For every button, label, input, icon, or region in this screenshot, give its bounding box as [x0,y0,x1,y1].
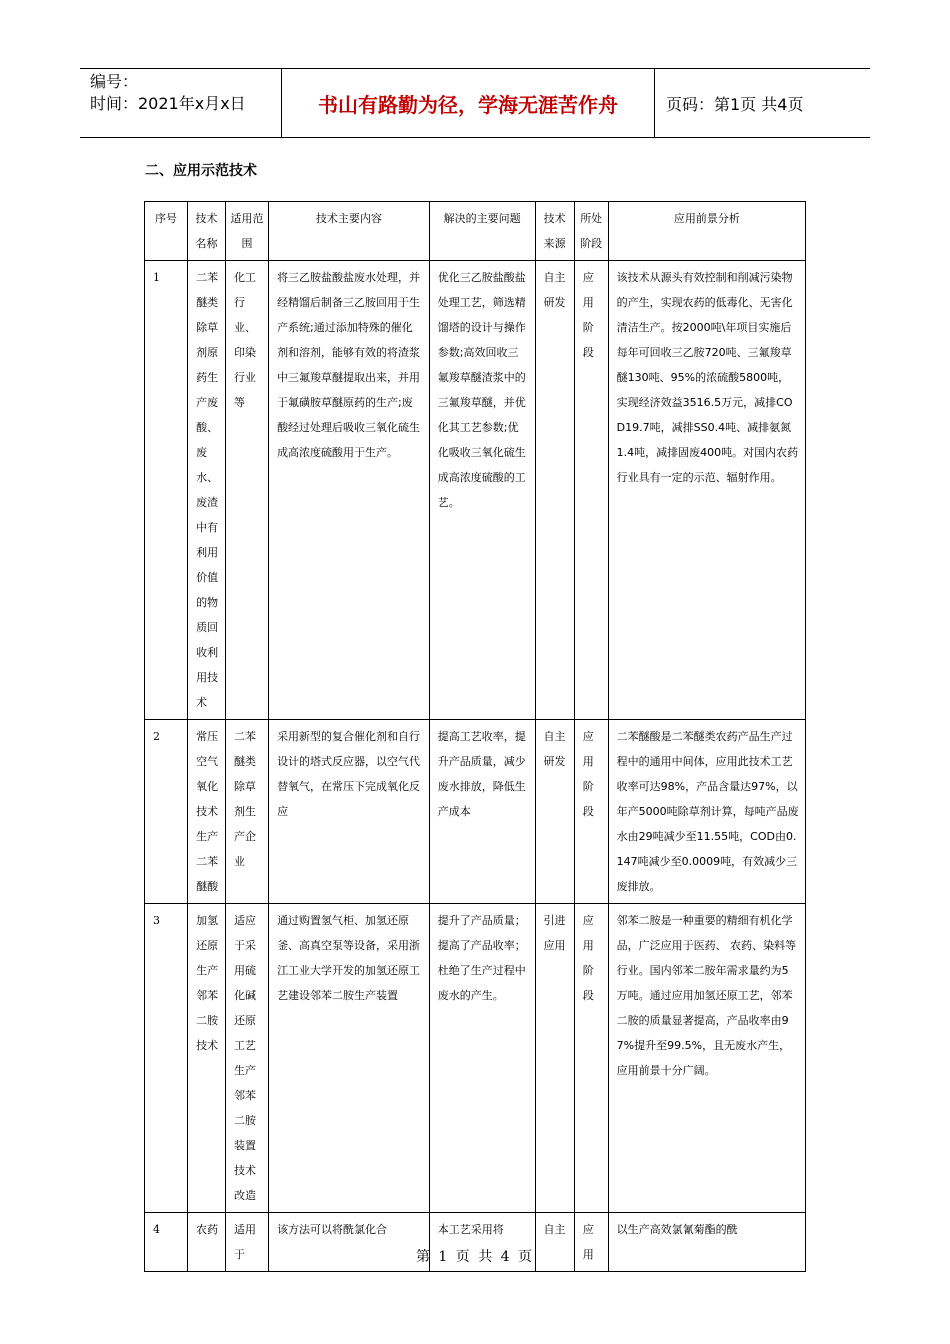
cell-content: 通过购置氢气柜、加氢还原釜、高真空泵等设备，采用浙江工业大学开发的加氢还原工艺建设邻苯二胺生产装置 [269,904,430,1213]
column-header-name: 技术名称 [188,202,226,261]
cell-stage: 应用 [574,1213,608,1272]
column-header-number: 序号 [145,202,188,261]
cell-stage: 应用阶段 [574,261,608,720]
cell-number: 2 [145,720,188,904]
header-divider [654,69,655,137]
table-row [145,720,806,904]
column-header-prospect: 应用前景分析 [608,202,805,261]
cell-problem: 提高工艺收率，提升产品质量，减少废水排放，降低生产成本 [429,720,535,904]
cell-problem: 本工艺采用将 [429,1213,535,1272]
column-header-range: 适用范围 [225,202,268,261]
cell-range: 适用于 [225,1213,268,1272]
header-meta [90,71,280,115]
table-header-row [145,202,806,261]
cell-number: 1 [145,261,188,720]
cell-stage: 应用阶段 [574,720,608,904]
cell-source: 自主研发 [535,261,574,720]
cell-name: 加氢还原生产邻苯二胺技术 [188,904,226,1213]
cell-problem: 优化三乙胺盐酸盐处理工艺，筛选精馏塔的设计与操作参数;高效回收三氟羧草醚渣浆中的三氟羧草醚，并优化其工艺参数;优化吸收三氧化硫生成高浓度硫酸的工艺。 [429,261,535,720]
cell-problem: 提升了产品质量；提高了产品收率；杜绝了生产过程中废水的产生。 [429,904,535,1213]
table-row [145,904,806,1213]
cell-prospect: 邻苯二胺是一种重要的精细有机化学品，广泛应用于医药、 农药、染料等行业。国内邻苯二胺年需求量约为5万吨。通过应用加氢还原工艺，邻苯二胺的质量显著提高，产品收率由97%提升至99.5%，且无废水产生，应用前景十分广阔。 [608,904,805,1213]
header-page-indicator: 页码：第1页 共4页 [666,94,804,114]
cell-prospect: 二苯醚酸是二苯醚类农药产品生产过程中的通用中间体，应用此技术工艺收率可达98%，产品含量达97%，以年产5000吨除草剂计算，每吨产品废水由29吨减少至11.55吨，COD由0.147吨减少至0.0009吨，有效减少三废排放。 [608,720,805,904]
cell-content: 采用新型的复合催化剂和自行设计的塔式反应器，以空气代替氧气，在常压下完成氧化反应 [269,720,430,904]
cell-source: 自主研发 [535,720,574,904]
column-header-content: 技术主要内容 [269,202,430,261]
page-footer: 第 1 页 共 4 页 [415,1249,535,1265]
cell-name: 常压空气氧化技术生产二苯醚酸 [188,720,226,904]
page-header [80,68,870,138]
cell-prospect: 以生产高效氯氰菊酯的酰 [608,1213,805,1272]
cell-name: 二苯醚类除草剂原药生产废酸、废水、废渣中有利用价值的物质回收利用技术 [188,261,226,720]
column-header-problem: 解决的主要问题 [429,202,535,261]
document-date-label: 时间：2021年x月x日 [90,94,246,113]
cell-range: 化工行业、印染行业等 [225,261,268,720]
cell-range: 适应于采用硫化碱还原工艺生产邻苯二胺装置技术改造 [225,904,268,1213]
table-row [145,261,806,720]
document-number-label: 编号： [90,72,139,91]
section-title: 二、应用示范技术 [145,163,257,179]
column-header-stage: 所处阶段 [574,202,608,261]
technology-table [144,201,806,1272]
cell-content: 将三乙胺盐酸盐废水处理，并经精馏后制备三乙胺回用于生产系统;通过添加特殊的催化剂和溶剂，能够有效的将渣浆中三氟羧草醚提取出来，并用于氟磺胺草醚原药的生产;废酸经过处理后吸收三氧化硫生成高浓度硫酸用于生产。 [269,261,430,720]
cell-range: 二苯醚类除草剂生产企业 [225,720,268,904]
column-header-source: 技术来源 [535,202,574,261]
cell-source: 自主 [535,1213,574,1272]
cell-stage: 应用阶段 [574,904,608,1213]
cell-number: 4 [145,1213,188,1272]
cell-source: 引进应用 [535,904,574,1213]
cell-name: 农药 [188,1213,226,1272]
cell-content: 该方法可以将酰氯化合 [269,1213,430,1272]
cell-number: 3 [145,904,188,1213]
header-motto: 书山有路勤为径，学海无涯苦作舟 [318,92,618,117]
cell-prospect: 该技术从源头有效控制和削减污染物的产生，实现农药的低毒化、无害化清洁生产。按2000吨\年项目实施后每年可回收三乙胺720吨、三氟羧草醚130吨、95%的浓硫酸5800吨，实现经济效益3516.5万元，减排COD19.7吨，减排SS0.4吨、减排氨氮1.4吨，减排固废400吨。对国内农药行业具有一定的示范、辐射作用。 [608,261,805,720]
